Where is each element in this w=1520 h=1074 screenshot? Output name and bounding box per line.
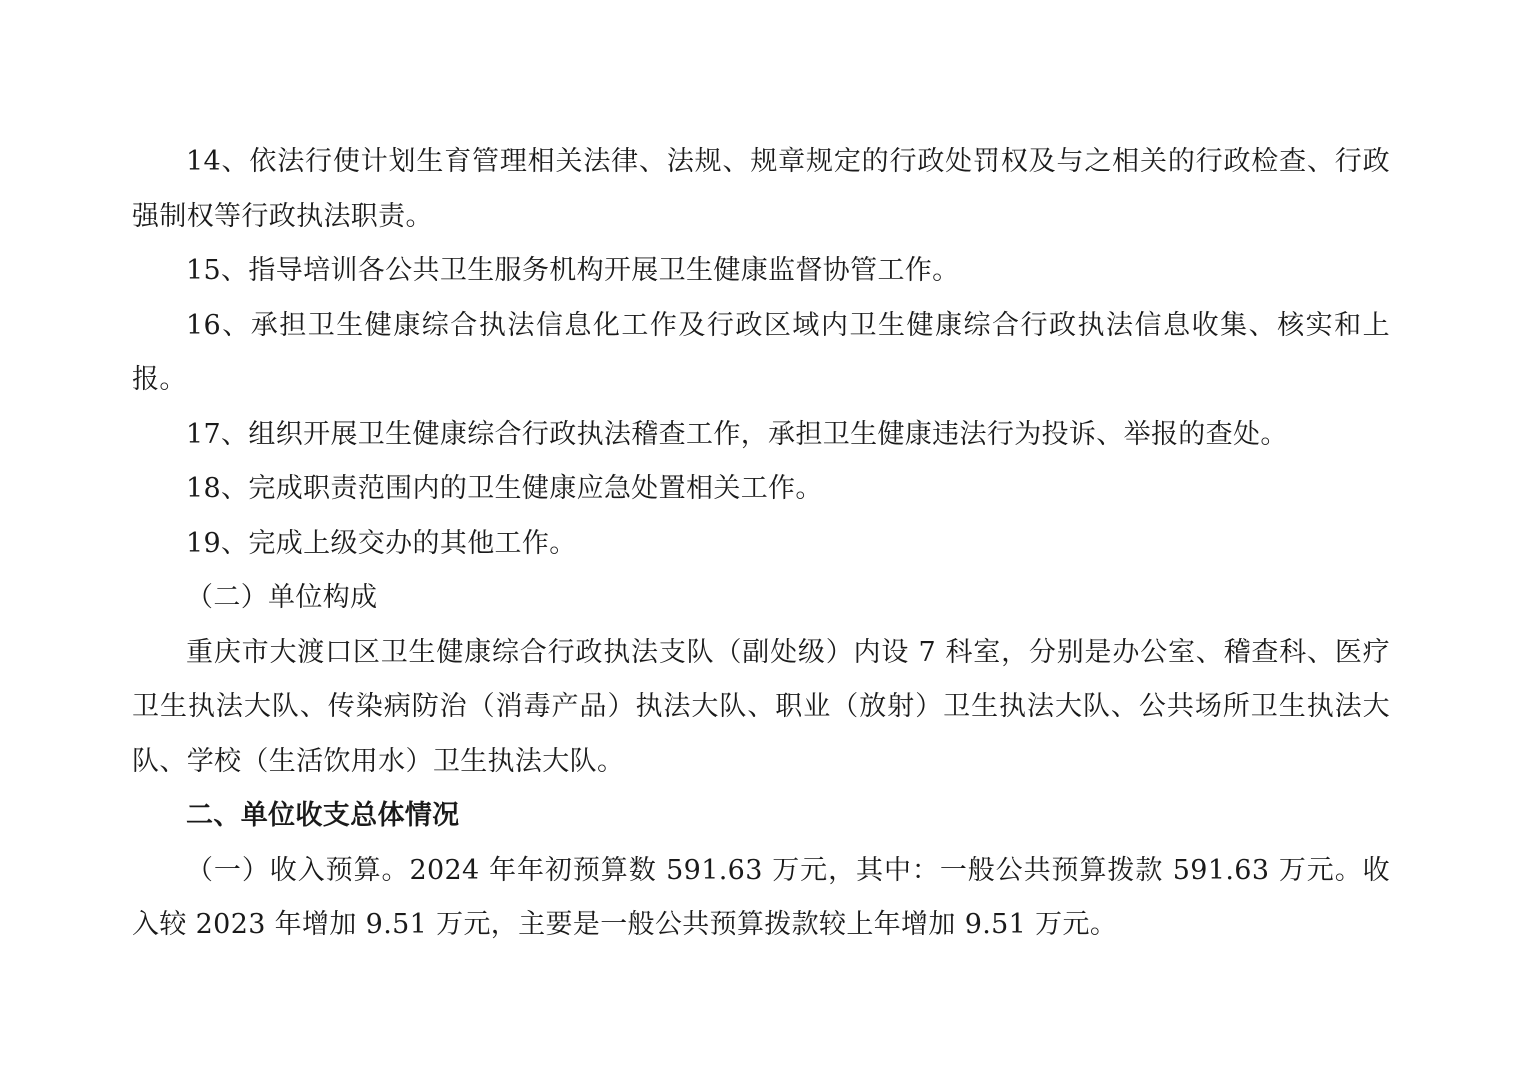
paragraph-unit-composition: 重庆市大渡口区卫生健康综合行政执法支队（副处级）内设 7 科室，分别是办公室、稽查科、医疗卫生执法大队、传染病防治（消毒产品）执法大队、职业（放射）卫生执法大队、公共场所卫生执法大队、学校（生活饮用水）卫生执法大队。 [132,636,1390,777]
paragraph-item-19: 19、完成上级交办的其他工作。 [186,527,577,559]
paragraph-item-15: 15、指导培训各公共卫生服务机构开展卫生健康监督协管工作。 [186,255,960,286]
section-heading-overall-income-expenditure: 二、单位收支总体情况 [186,800,460,831]
paragraph-item-18: 18、完成职责范围内的卫生健康应急处置相关工作。 [186,473,823,504]
paragraph-item-14: 14、依法行使计划生育管理相关法律、法规、规章规定的行政处罚权及与之相关的行政检查、行政强制权等行政执法职责。 [132,146,1390,232]
paragraph-item-16: 16、承担卫生健康综合执法信息化工作及行政区域内卫生健康综合行政执法信息收集、核实和上报。 [132,309,1390,395]
paragraph-item-17: 17、组织开展卫生健康综合行政执法稽查工作，承担卫生健康违法行为投诉、举报的查处。 [186,418,1288,450]
section-heading-unit-composition: （二）单位构成 [186,582,378,613]
document-page [132,135,1390,953]
paragraph-income-budget: （一）收入预算。2024 年年初预算数 591.63 万元，其中：一般公共预算拨款 591.63 万元。收入较 2023 年增加 9.51 万元，主要是一般公共预算拨款较上年增加 9.51 万元。 [132,854,1390,940]
